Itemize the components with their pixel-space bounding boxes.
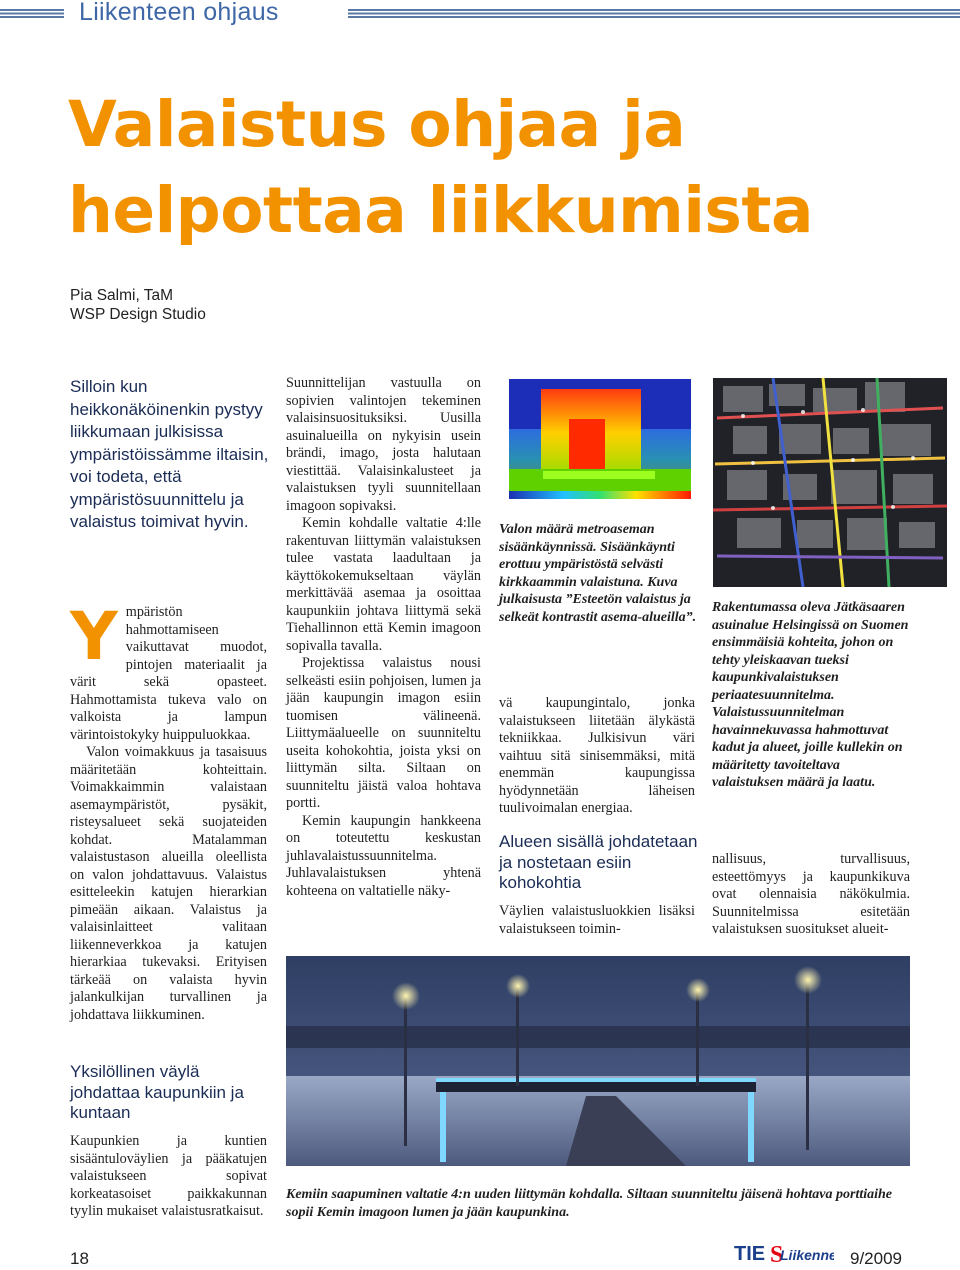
jatkasaari-lighting-plan-image bbox=[713, 378, 947, 587]
caption-bridge: Kemiin saapuminen valtatie 4:n uuden liittymän kohdalla. Siltaan suunniteltu jäisenä hohtava porttiaihe sopii Kemin imagoon lumen ja jään kaupunkina. bbox=[286, 1187, 893, 1220]
caption-plan: Rakentumassa oleva Jätkäsaaren asuinalue Helsingissä on Suomen ensimmäisiä kohteita, johon on tehty yleiskaavan tueksi kaupunkivalaistuksen periaatesuunnitelma. Valaistussuunnitelman havainnekuvassa hahmottuvat kadut ja alueet, joille kullekin on määritetty tavoiteltava valaistuksen määrä ja laatu. bbox=[712, 600, 909, 790]
header-rule-right bbox=[348, 9, 960, 18]
column-1-continued: Kaupunkien ja kuntien sisääntuloväylien ja pääkatujen valaistukseen sopivat korkeatasoiset paikkakunnan tyylin mukaiset valaistusratkaisut. bbox=[70, 1133, 267, 1219]
caption-metro: Valon määrä metroaseman sisäänkäynnissä. Sisäänkäynti erottuu ympäristöstä selvästi kirkkaammin valaistuna. Kuva julkaisusta ”Esteetön valaistus ja selkeät kontrastit asema-alueilla”. bbox=[499, 522, 697, 625]
column-2-paragraph-3: Projektissa valaistus nousi selkeästi esiin pohjoisen, lumen ja jään kaupungin imagon esiin tuomisen välineenä. Liittymäalueelle on suunniteltu useita kohokohtia, joista yksi on liittymän silta. Siltaan on suunniteltu jäistä valoa hohtava portti. bbox=[286, 655, 481, 811]
svg-text:S: S bbox=[770, 1242, 784, 1268]
column-2-paragraph-2: Kemin kohdalle valtatie 4:lle rakentuvan liittymän valaistuksen tulee vastata laadultaan ja käyttökokemukseltaan väylän merkittävää asemaa ja osoittaa kaupunkiin johtava liittymä sekä Tiehallinnon että Kemin imagoon sopivalla tavalla. bbox=[286, 515, 481, 654]
issue-number: 9/2009 bbox=[850, 1249, 902, 1268]
header-rule-left bbox=[0, 9, 64, 18]
column-3-continued: Väylien valaistusluokkien lisäksi valaistukseen toimin- bbox=[499, 903, 695, 937]
svg-text:Liikenne: Liikenne bbox=[780, 1247, 834, 1263]
author-company: WSP Design Studio bbox=[70, 306, 206, 323]
article-headline bbox=[68, 82, 948, 254]
author-name: Pia Salmi, TaM bbox=[70, 287, 174, 304]
headline-line-1: Valaistus ohjaa ja bbox=[68, 88, 686, 161]
column-2-paragraph-1: Suunnittelijan vastuulla on sopivien valintojen tekeminen valaisinsuosituksiksi. Uusilla asuinalueilla on nykyisin usein brändi, imago, josta halutaan viestittää. Valaisinkalusteet ja valaistuksen tyyli suunnitellaan imagoon sopivaksi. bbox=[286, 375, 481, 514]
headline-line-2: helpottaa liikkumista bbox=[68, 174, 814, 247]
column-2 bbox=[286, 375, 481, 900]
subheading-1: Yksilöllinen väylä johdattaa kaupunkiin ja kuntaan bbox=[70, 1062, 244, 1122]
page-number: 18 bbox=[70, 1249, 89, 1268]
column-2-paragraph-4: Kemin kaupungin hankkeena on toteutettu keskustan juhlavalaistussuunnitelma. Juhlavalaistuksen yhtenä kohteena on valtatielle näky- bbox=[286, 812, 481, 899]
column-3: vä kaupungintalo, jonka valaistukseen liitetään älykästä tekniikkaa. Julkisivun väri vaihtuu sitä sinisemmäksi, mitä enemmän kaupungissa hyödynnetään läheisen tuulivoimalan energiaa. bbox=[499, 695, 695, 816]
byline bbox=[70, 286, 206, 324]
tie-liikenne-logo bbox=[734, 1238, 834, 1268]
subheading-2: Alueen sisällä johdatetaan ja nostetaan esiin kohokohtia bbox=[499, 832, 698, 892]
column-1 bbox=[70, 598, 267, 1024]
column-4: nallisuus, turvallisuus, esteettömyys ja kaupunkikuva ovat olennaisia näkökulmia. Suunnitelmissa esitetään valaistuksen suositukset alueit- bbox=[712, 851, 910, 937]
metro-entrance-light-image bbox=[509, 379, 691, 511]
svg-text:TIE: TIE bbox=[734, 1243, 766, 1265]
kemi-bridge-portal-image bbox=[286, 956, 910, 1166]
section-title: Liikenteen ohjaus bbox=[79, 0, 279, 26]
drop-cap: Y bbox=[70, 598, 118, 675]
column-1-paragraph-2: Valon voimakkuus ja tasaisuus määritetään kohteittain. Voimakkaimmin valaistaan asemaympäristöt, pysäkit, risteysalueet sekä suojateiden kohdat. Matalamman valaistustason alueilla oleellista on valon johdattavuus. Valaistus esitteleekin katujen hierarkian pimeään aikaan. Valaistus ja valaisinlaitteet valitaan liikenneverkkoa ja katujen hierarkiaa tukevaksi. Erityisen tärkeää on valaista hyvin jalankulkijan turvallinen ja johdattava liikkuminen. bbox=[70, 744, 267, 1023]
column-1-paragraph-1: mpäristön hahmottamiseen vaikuttavat muodot, pintojen materiaalit ja värit sekä opasteet. Hahmottamista tukeva valo on valkoista ja lampun värintoistokyky huippuluokkaa. bbox=[70, 604, 267, 743]
lead-paragraph: Silloin kun heikkonäköinenkin pystyy liikkumaan julkisissa ympäristöissämme iltaisin, voi todeta, että ympäristösuunnittelu ja valaistus toimivat hyvin. bbox=[70, 377, 269, 531]
